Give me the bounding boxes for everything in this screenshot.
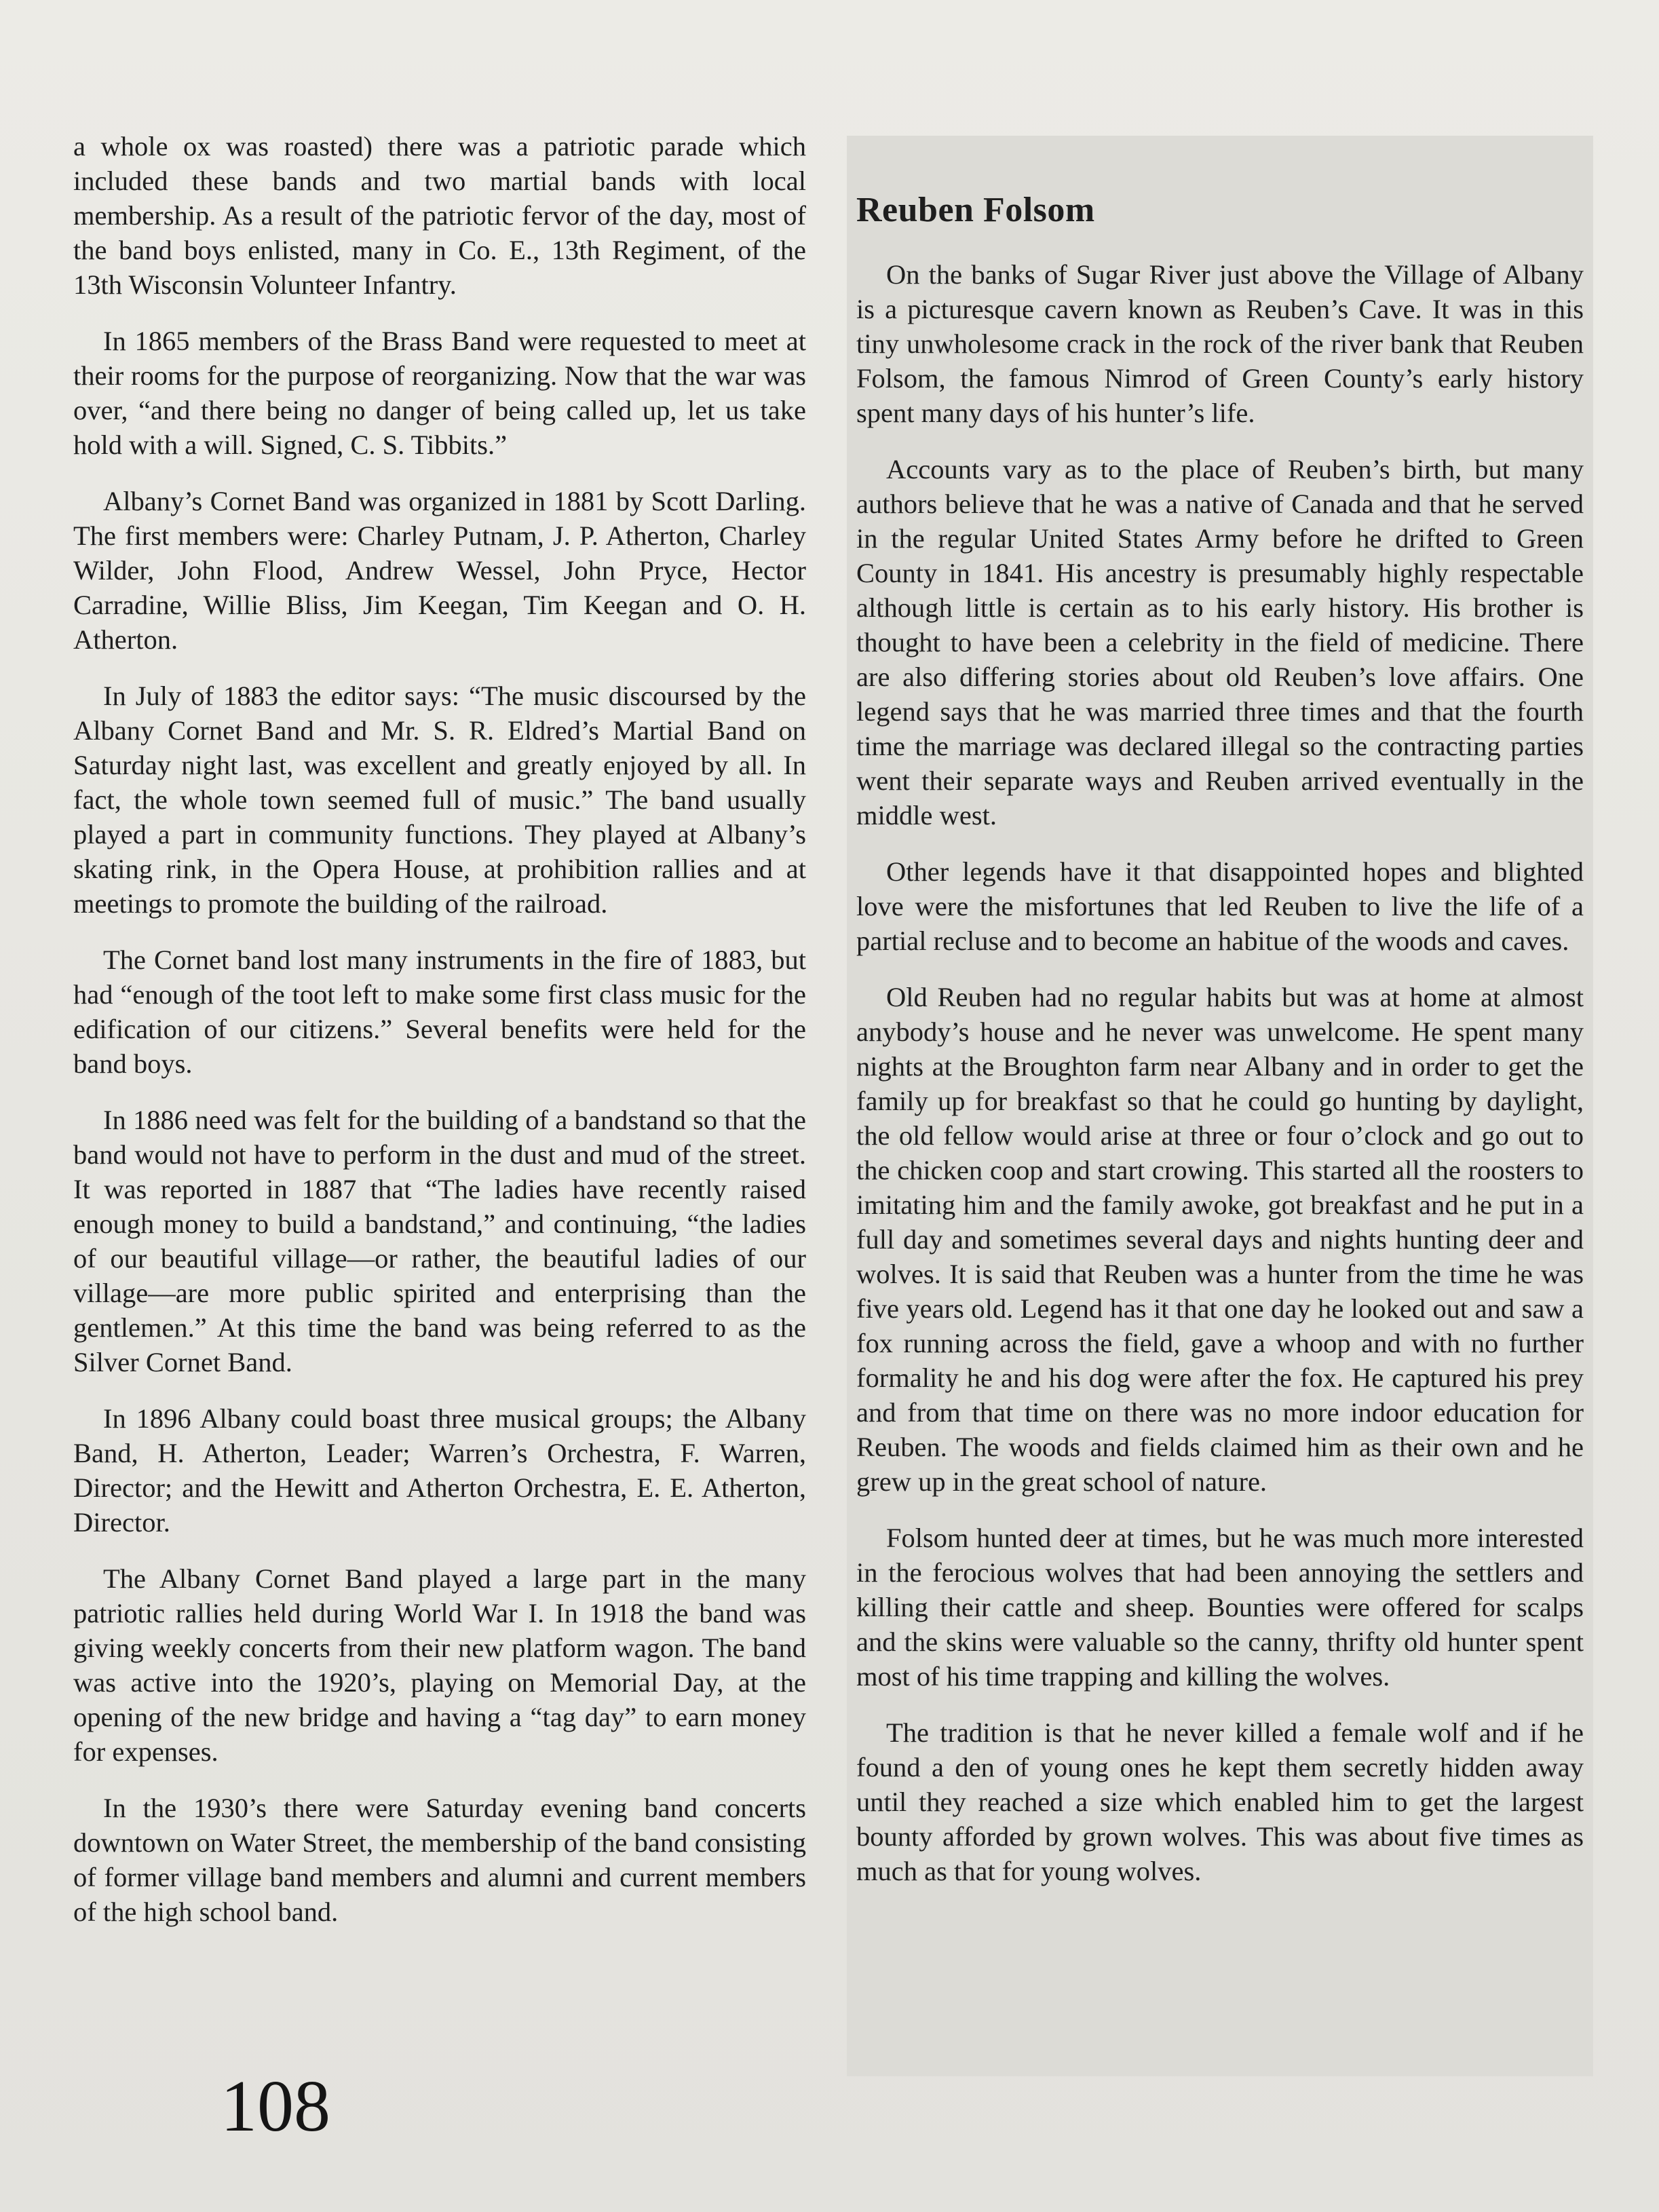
right-column (847, 136, 1593, 2076)
right-paragraph-1: On the banks of Sugar River just above the Village of Albany is a picturesque cavern known as Reuben’s Cave. It was in this tiny unwholesome crack in the rock of the river bank that Reuben Folsom, the famous Nimrod of Green County’s early history spent many days of his hunter’s life. (856, 259, 1584, 428)
section-heading: Reuben Folsom (856, 191, 1095, 229)
right-paragraph-6: The tradition is that he never killed a female wolf and if he found a den of young ones he kept them secretly hidden away until they reached a size which enabled him to get the largest bounty afforded by grown wolves. This was about five times as much as that for young wolves. (856, 1717, 1584, 1886)
left-paragraph-8: The Albany Cornet Band played a large part in the many patriotic rallies held during World War I. In 1918 the band was giving weekly concerts from their new platform wagon. The band was active into the 1920’s, playing on Memorial Day, at the opening of the new bridge and having a “tag day” to earn money for expenses. (73, 1563, 806, 1767)
left-paragraph-1: a whole ox was roasted) there was a patriotic parade which included these bands and two martial bands with local membership. As a result of the patriotic fervor of the day, most of the band boys enlisted, many in Co. E., 13th Regiment, of the 13th Wisconsin Volunteer Infantry. (73, 131, 806, 300)
left-column (73, 129, 806, 1951)
left-paragraph-4: In July of 1883 the editor says: “The music discoursed by the Albany Cornet Band and Mr. S. R. Eldred’s Martial Band on Saturday night last, was excellent and greatly enjoyed by all. In fact, the whole town seemed full of music.” The band usually played a part in community functions. They played at Albany’s skating rink, in the Opera House, at prohibition rallies and at meetings to promote the building of the railroad. (73, 681, 806, 919)
left-paragraph-6: In 1886 need was felt for the building of a bandstand so that the band would not have to perform in the dust and mud of the street. It was reported in 1887 that “The ladies have recently raised enough money to build a bandstand,” and continuing, “the ladies of our beautiful village—or rather, the beautiful ladies of our village—are more public spirited and enterprising than the gentlemen.” At this time the band was being referred to as the Silver Cornet Band. (73, 1105, 806, 1377)
right-paragraph-4: Old Reuben had no regular habits but was at home at almost anybody’s house and he never was unwelcome. He spent many nights at the Broughton farm near Albany and in order to get the family up for breakfast so that he could go hunting by daylight, the old fellow would arise at three or four o’clock and go out to the chicken coop and start crowing. This started all the roosters to imitating him and the family awoke, got breakfast and he put in a full day and sometimes several days and nights hunting deer and wolves. It is said that Reuben was a hunter from the time he was five years old. Legend has it that one day he looked out and saw a fox running across the field, gave a whoop and with no further formality he and his dog were after the fox. He captured his prey and from that time on there was no more indoor education for Reuben. The woods and fields claimed him as their own and he grew up in the great school of nature. (856, 982, 1584, 1497)
left-paragraph-5: The Cornet band lost many instruments in the fire of 1883, but had “enough of the toot left to make some first class music for the edification of our citizens.” Several benefits were held for the band boys. (73, 945, 806, 1079)
left-paragraph-3: Albany’s Cornet Band was organized in 1881 by Scott Darling. The first members were: Charley Putnam, J. P. Atherton, Charley Wilder, John Flood, Andrew Wessel, John Pryce, Hector Carradine, Willie Bliss, Jim Keegan, Tim Keegan and O. H. Atherton. (73, 486, 806, 655)
right-paragraph-5: Folsom hunted deer at times, but he was much more interested in the ferocious wolves that had been annoying the settlers and killing their cattle and sheep. Bounties were offered for scalps and the skins were valuable so the canny, thrifty old hunter spent most of his time trapping and killing the wolves. (856, 1523, 1584, 1692)
right-paragraph-3: Other legends have it that disappointed hopes and blighted love were the misfortunes that led Reuben to live the life of a partial recluse and to become an habitue of the woods and caves. (856, 856, 1584, 956)
page-number: 108 (221, 2066, 330, 2147)
left-paragraph-9: In the 1930’s there were Saturday evening band concerts downtown on Water Street, the membership of the band consisting of former village band members and alumni and current members of the high school band. (73, 1793, 806, 1927)
left-paragraph-7: In 1896 Albany could boast three musical groups; the Albany Band, H. Atherton, Leader; Warren’s Orchestra, F. Warren, Director; and the Hewitt and Atherton Orchestra, E. E. Atherton, Director. (73, 1403, 806, 1538)
left-paragraph-2: In 1865 members of the Brass Band were requested to meet at their rooms for the purpose of reorganizing. Now that the war was over, “and there being no danger of being called up, let us take hold with a will. Signed, C. S. Tibbits.” (73, 326, 806, 460)
right-paragraph-2: Accounts vary as to the place of Reuben’s birth, but many authors believe that he was a native of Canada and that he served in the regular United States Army before he drifted to Green County in 1841. His ancestry is presumably highly respectable although little is certain as to his early history. His brother is thought to have been a celebrity in the field of medicine. There are also differing stories about old Reuben’s love affairs. One legend says that he was married three times and that the fourth time the marriage was declared illegal so the contracting parties went their separate ways and Reuben arrived eventually in the middle west. (856, 454, 1584, 831)
